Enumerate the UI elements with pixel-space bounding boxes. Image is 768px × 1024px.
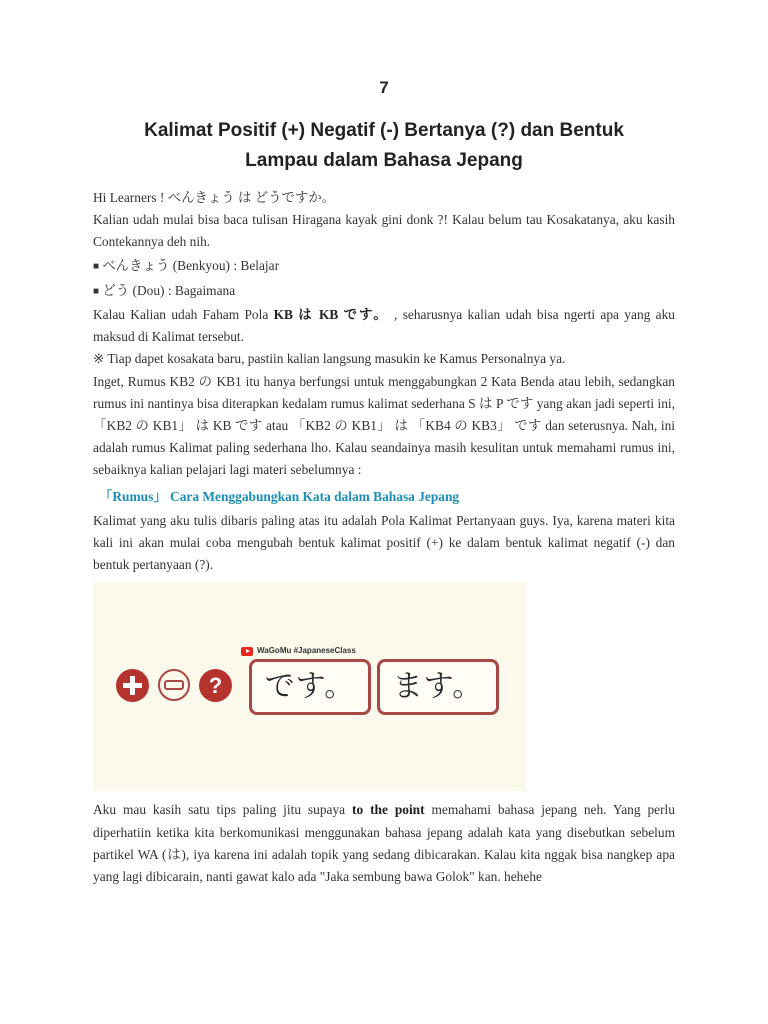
- materi-link[interactable]: 「Rumus」 Cara Menggabungkan Kata dalam Bahasa Jepang: [99, 488, 460, 504]
- tips-text-after: memahami bahasa jepang neh. Yang perlu diperhatiin ketika kita berkomunikasi menggunakan bahasa jepang adalah kata yang disebutkan sebelum partikel WA (は), iya karena ini adalah topik yang sedang dibicarakan. Kalau kita nggak bisa nangkep apa yang lagi dibicarain, nanti gawat kalo ada "Jaka sembung bawa Golok" kan. hehehe: [93, 802, 675, 885]
- question-circle-icon: ?: [199, 669, 232, 702]
- chapter-number: 7: [379, 78, 389, 97]
- plus-circle-icon: [116, 669, 149, 702]
- title-line-1: Kalimat Positif (+) Negatif (-) Bertanya (?) dan Bentuk: [144, 120, 624, 141]
- desu-box: です。: [249, 659, 371, 715]
- greeting-text: Hi Learners ! べんきょう は どうですか。: [93, 190, 336, 205]
- vocab-text: べんきょう (Benkyou) : Belajar: [102, 257, 280, 273]
- rumus-paragraph: Inget, Rumus KB2 の KB1 itu hanya berfungsi untuk menggabungkan 2 Kata Benda atau lebih, sedangkan rumus ini nantinya bisa diterapkan kedalam rumus kalimat sederhana S は P です yang akan jadi seperti ini, 「KB2 の KB1」 は KB です atau 「KB2 の KB1」 は 「KB4 の KB3」 です dan seterusnya. Nah, ini adalah rumus Kalimat paling sederhana lho. Kalau seandainya masih kesulitan untuk memahami rumus ini, sebaiknya kalian pelajari lagi materi sebelumnya :: [93, 373, 675, 478]
- minus-circle-icon: [158, 669, 190, 701]
- pattern-text-after: , seharusnya kalian udah bisa ngerti apa yang aku maksud di Kalimat tersebut.: [93, 307, 676, 345]
- masu-box: ます。: [377, 659, 499, 715]
- vocab-item: [93, 254, 675, 279]
- page-title: [93, 116, 675, 176]
- question-paragraph: Kalimat yang aku tulis dibaris paling atas itu adalah Pola Kalimat Pertanyaan guys. Iya, karena materi kita kali ini akan mulai coba mengubah bentuk kalimat positif (+) ke dalam bentuk kalimat negatif (-) dan bentuk pertanyaan (?).: [93, 512, 675, 573]
- title-line-2: Lampau dalam Bahasa Jepang: [245, 150, 523, 171]
- pattern-bold: KB は KB です。: [273, 307, 389, 323]
- tips-bold: to the point: [352, 802, 425, 818]
- document-page: [93, 78, 675, 888]
- pattern-paragraph: [93, 304, 675, 348]
- vocab-text: どう (Dou) : Bagaimana: [102, 282, 236, 298]
- pattern-text-before: Kalau Kalian udah Faham Pola: [93, 307, 274, 323]
- tips-text-before: Aku mau kasih satu tips paling jitu supaya: [93, 802, 353, 818]
- vocab-item: [93, 279, 675, 304]
- intro-paragraph: Kalian udah mulai bisa baca tulisan Hiragana kayak gini donk ?! Kalau belum tau Kosakatanya, aku kasih Contekannya deh nih.: [93, 212, 675, 250]
- note-paragraph: ※ Tiap dapet kosakata baru, pastiin kalian langsung masukin ke Kamus Personalnya ya.: [93, 351, 566, 367]
- square-bullet-icon: ■: [93, 285, 100, 297]
- square-bullet-icon: ■: [93, 260, 100, 272]
- channel-badge-text: WaGoMu #JapaneseClass: [257, 646, 356, 656]
- youtube-play-icon: [241, 647, 253, 656]
- tips-paragraph: [93, 799, 675, 888]
- lesson-banner-image: [93, 582, 526, 791]
